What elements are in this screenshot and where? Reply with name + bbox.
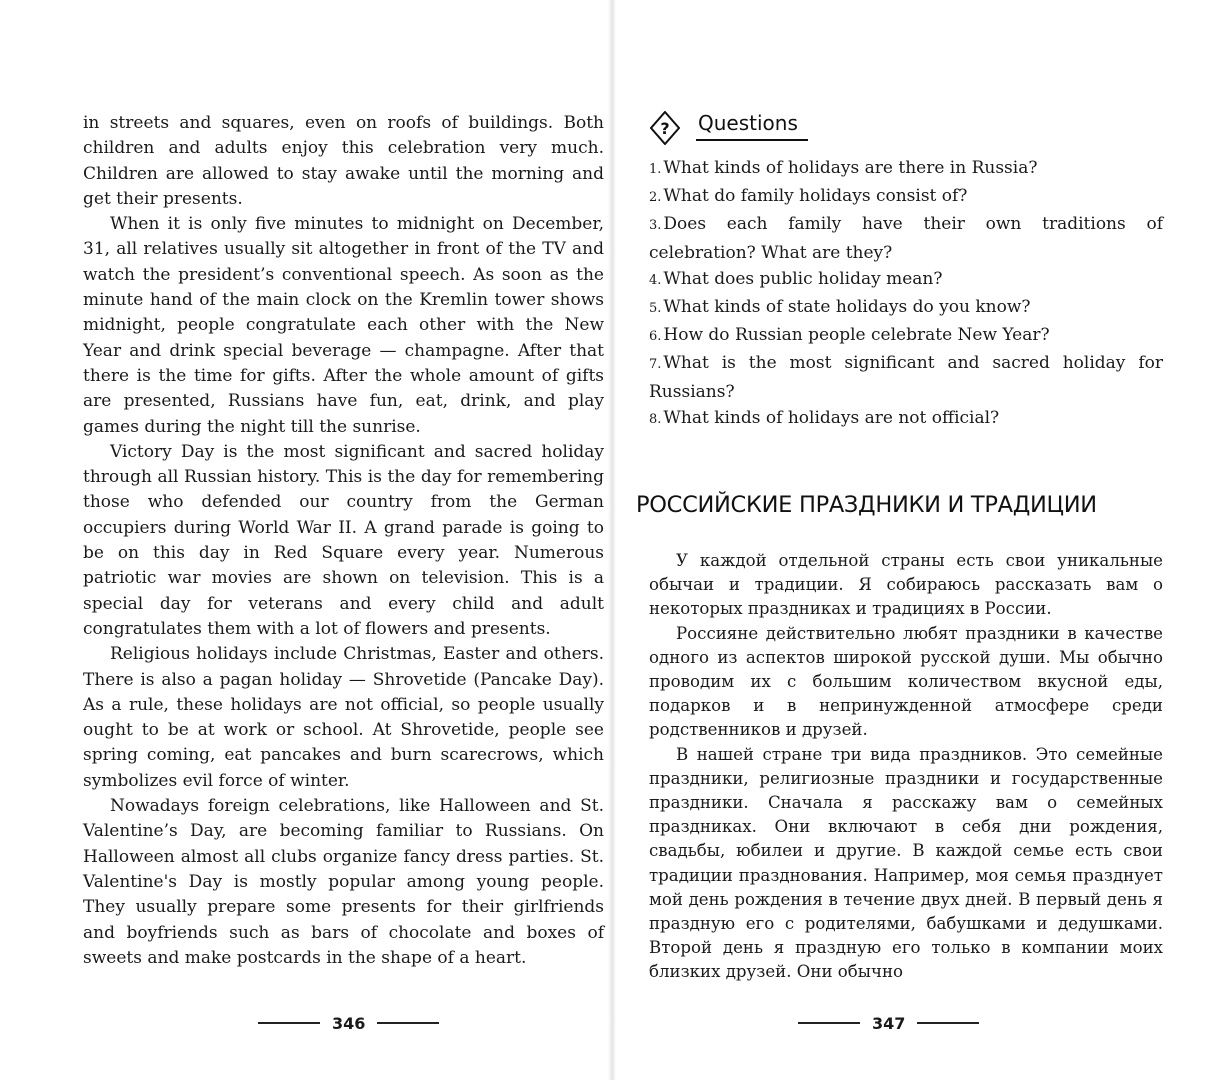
question-diamond-icon <box>650 111 680 145</box>
question-item <box>649 155 1163 183</box>
question-item <box>649 183 1163 211</box>
page-number: 347 <box>872 1013 906 1033</box>
question-number: 4. <box>649 272 662 288</box>
questions-title-underline <box>696 139 808 141</box>
svg-text:?: ? <box>660 119 670 138</box>
page-number-right <box>798 1010 979 1036</box>
page-number-rule <box>798 1022 860 1024</box>
page-number-rule <box>258 1022 320 1024</box>
paragraph: Victory Day is the most significant and sacred holiday through all Russian history. This is the day for remembering those who defended our country from the German occupiers during World War II. A grand parade is going to be on this day in Red Square every year. Numerous patriotic war movies are shown on television. This is a special day for veterans and every child and adult congratulates them with a lot of flowers and presents. <box>83 441 604 639</box>
question-number: 8. <box>649 411 662 427</box>
question-item <box>649 322 1163 350</box>
question-item <box>649 211 1163 265</box>
question-number: 1. <box>649 162 662 177</box>
question-item <box>649 266 1163 294</box>
paragraph: When it is only five minutes to midnight on December, 31, all relatives usually sit altogether in front of the TV and watch the president’s conventional speech. As soon as the minute hand of the main clock on the Kremlin tower shows midnight, people congratulate each other with the New Year and drink special beverage — champagne. After that there is the time for gifts. After the whole amount of gifts are presented, Russians have fun, eat, drink, and play games during the night till the sunrise. <box>83 214 604 437</box>
page-number: 346 <box>332 1013 366 1033</box>
question-text: What kinds of holidays are there in Russia? <box>663 158 1038 178</box>
question-text: What does public holiday mean? <box>663 268 943 289</box>
paragraph: Россияне действительно любят праздники в качестве одного из аспектов широкой русской души. Мы обычно проводим их с большим количеством вкусной еды, подарков и в непринужденной атмосфере среди родственников и друзей. <box>649 623 1163 740</box>
paragraph: Religious holidays include Christmas, Easter and others. There is also a pagan holiday — Shrovetide (Pancake Day). As a rule, these holidays are not official, so people usually ought to be at work or school. At Shrovetide, people see spring coming, eat pancakes and burn scarecrows, which symbolizes evil force of winter. <box>83 644 604 791</box>
left-page <box>0 0 612 1080</box>
page-number-rule <box>377 1022 439 1024</box>
questions-header <box>650 107 870 147</box>
page-number-rule <box>917 1022 979 1024</box>
question-item <box>649 405 1163 433</box>
right-page <box>616 0 1228 1080</box>
question-text: How do Russian people celebrate New Year? <box>663 325 1050 346</box>
paragraph: in streets and squares, even on roofs of buildings. Both children and adults enjoy this celebration very much. Children are allowed to stay awake until the morning and get their presents. <box>83 113 604 209</box>
paragraph: Nowadays foreign celebrations, like Halloween and St. Valentine’s Day, are becoming familiar to Russians. On Halloween almost all clubs organize fancy dress parties. St. Valentine's Day is mostly popular among young people. They usually prepare some presents for their girlfriends and boyfriends such as bars of chocolate and boxes of sweets and make postcards in the shape of a heart. <box>83 796 604 968</box>
section-title: РОССИЙСКИЕ ПРАЗДНИКИ И ТРАДИЦИИ <box>636 492 1097 518</box>
paragraph: В нашей стране три вида праздников. Это семейные праздники, религиозные праздники и государственные праздники. Сначала я расскажу вам о семейных праздниках. Они включают в себя дни рождения, свадьбы, юбилеи и другие. В каждой семье есть свои традиции празднования. Например, моя семья празднует мой день рождения в течение двух дней. В первый день я праздную его с родителями, бабушками и дедушками. Второй день я праздную его только в компании моих близких друзей. Они обычно <box>649 744 1163 982</box>
questions-list <box>649 155 1163 433</box>
question-text: What kinds of holidays are not official? <box>663 407 1000 428</box>
questions-title: Questions <box>698 111 798 135</box>
question-number: 6. <box>649 329 662 345</box>
paragraph: У каждой отдельной страны есть свои уникальные обычаи и традиции. Я собираюсь рассказать вам о некоторых праздниках и традициях в России. <box>649 551 1163 619</box>
page-number-left <box>258 1010 439 1036</box>
question-item <box>649 294 1163 322</box>
right-page-text <box>649 549 1163 985</box>
question-number: 5. <box>649 301 662 317</box>
question-text: What is the most significant and sacred holiday for Russians? <box>649 353 1163 402</box>
question-number: 3. <box>649 218 662 234</box>
book-gutter <box>608 0 616 1080</box>
question-text: What kinds of state holidays do you know? <box>663 297 1031 318</box>
left-page-text <box>83 111 604 971</box>
question-text: Does each family have their own traditions of celebration? What are they? <box>649 214 1163 263</box>
question-item <box>649 350 1163 404</box>
question-number: 2. <box>649 190 662 206</box>
question-number: 7. <box>649 357 662 373</box>
question-text: What do family holidays consist of? <box>663 186 968 207</box>
